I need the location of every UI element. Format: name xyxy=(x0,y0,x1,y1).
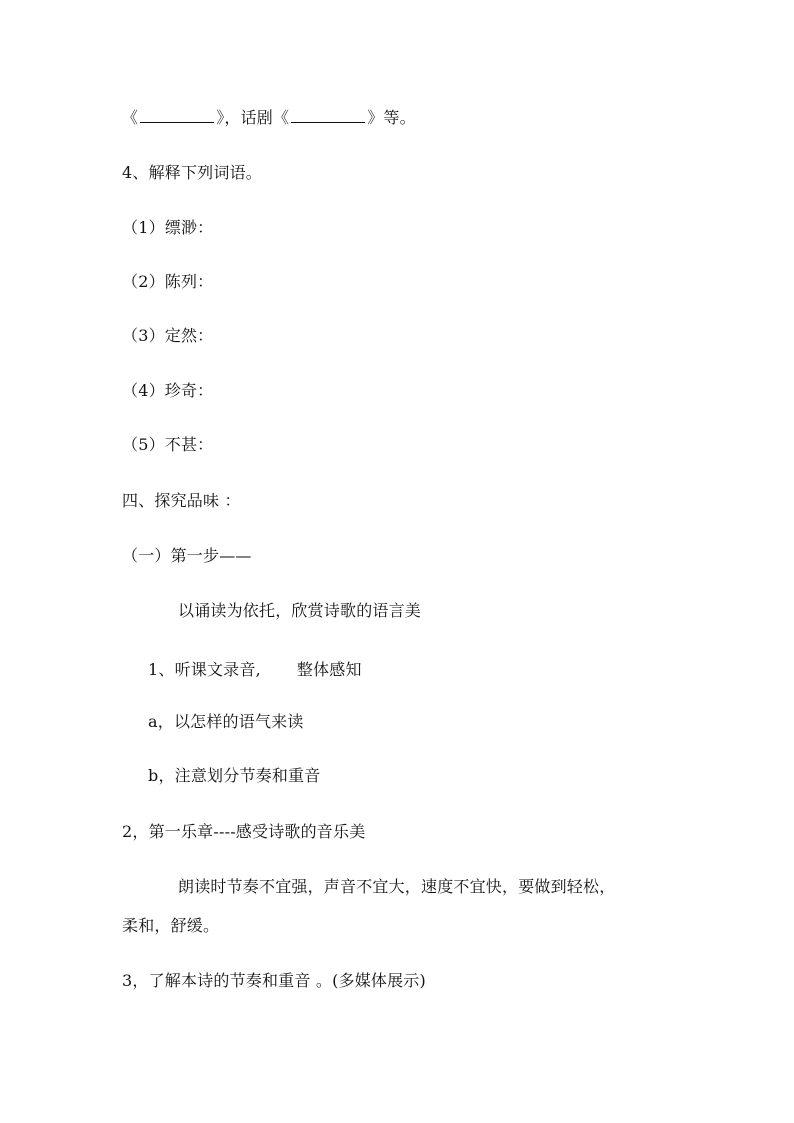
item-a: a，以怎样的语气来读 xyxy=(148,712,304,731)
question-4-title: 4、解释下列词语。 xyxy=(122,163,262,182)
item-1-label: 1、听课文录音, xyxy=(148,660,261,679)
open-bracket: 《 xyxy=(122,108,139,127)
item-1-tail: 整体感知 xyxy=(296,660,362,679)
item-3: 3，了解本诗的节奏和重音 。(多媒体展示) xyxy=(122,971,426,990)
step-1-title: （一）第一步—— xyxy=(122,546,252,565)
term-4: （4）珍奇： xyxy=(122,381,214,400)
fill-in-line xyxy=(122,107,416,129)
blank-field-2 xyxy=(291,108,365,123)
step-1-subtitle: 以诵读为依托，欣赏诗歌的语言美 xyxy=(178,601,422,620)
item-2: 2，第一乐章----感受诗歌的音乐美 xyxy=(122,822,366,841)
term-2: （2）陈列： xyxy=(122,272,214,291)
section-4-title: 四、探究品味 ： xyxy=(122,491,241,510)
paragraph-line-1: 朗读时节奏不宜强，声音不宜大，速度不宜快，要做到轻松， xyxy=(178,877,616,896)
item-b: b，注意划分节奏和重音 xyxy=(148,766,321,785)
fill-mid-text: 》，话剧《 xyxy=(216,108,290,127)
paragraph-line-2: 柔和，舒缓。 xyxy=(122,916,220,935)
term-3: （3）定然： xyxy=(122,326,214,345)
blank-field-1 xyxy=(140,108,214,123)
term-1: （1）缥渺： xyxy=(122,218,214,237)
term-5: （5）不甚： xyxy=(122,435,214,454)
item-1 xyxy=(148,659,362,681)
fill-end-text: 》等。 xyxy=(367,108,416,127)
